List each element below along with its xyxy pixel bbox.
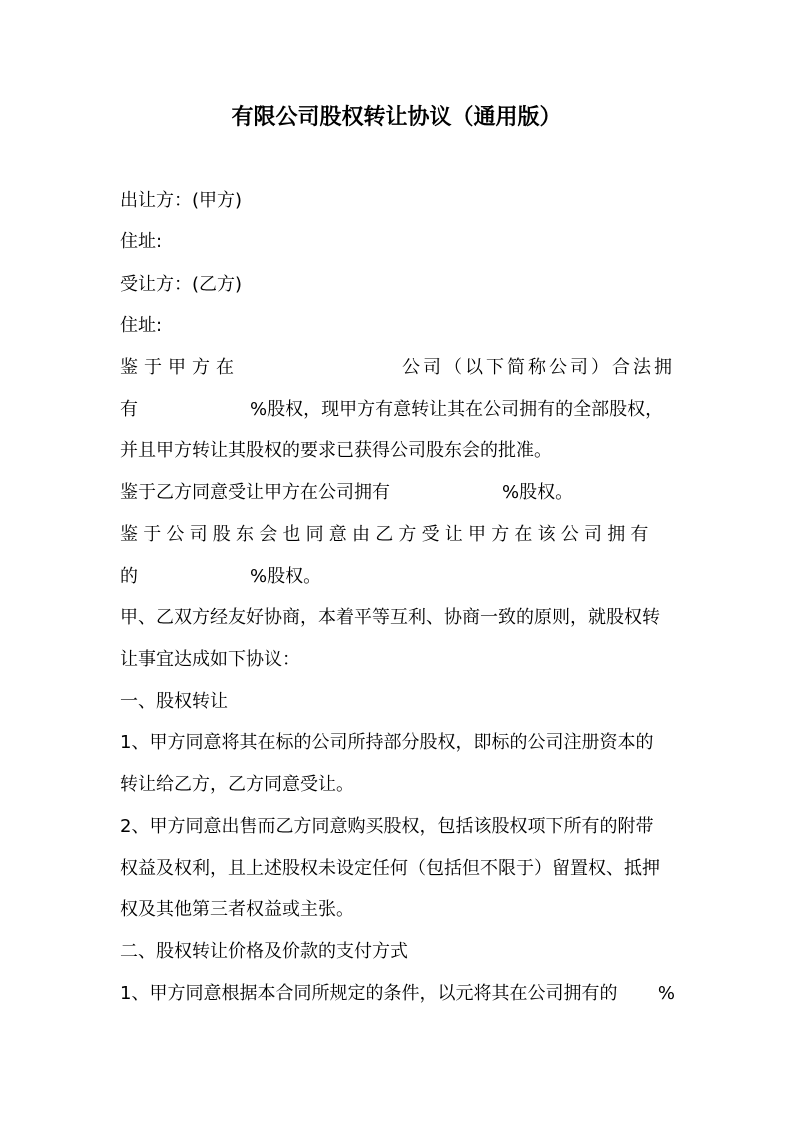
whereas-party-b-text-a: 鉴于乙方同意受让甲方在公司拥有	[120, 482, 390, 503]
clause-2-1-line-1	[120, 973, 675, 1014]
whereas-party-a-text-b: 公司（以下简称公司）合法拥	[402, 357, 675, 378]
section-2-heading: 二、股权转让价格及价款的支付方式	[120, 941, 408, 962]
clause-2-1-text-a: 1、甲方同意根据本合同所规定的条件，以元将其在公司拥有的	[120, 983, 618, 1004]
whereas-shareholders-line-2-a: 的	[120, 566, 138, 587]
clause-1-2-line-3: 权及其他第三者权益或主张。	[120, 899, 354, 920]
clause-1-2-line-2: 权益及权利，且上述股权未设定任何（包括但不限于）留置权、抵押	[120, 858, 660, 879]
whereas-party-a-line-2-a: 有	[120, 399, 138, 420]
preamble-line-2: 让事宜达成如下协议：	[120, 649, 300, 670]
clause-1-1-line-2: 转让给乙方，乙方同意受让。	[120, 774, 354, 795]
transferor-line: 出让方：(甲方)	[120, 190, 243, 211]
whereas-party-a-line-2	[120, 389, 675, 430]
whereas-party-a-line-2-b: %股权，现甲方有意转让其在公司拥有的全部股权，	[250, 399, 664, 420]
transferee-address-line: 住址:	[120, 315, 163, 336]
whereas-party-b-line	[120, 472, 675, 513]
whereas-shareholders-line-2-b: %股权。	[250, 566, 322, 587]
clause-1-1-line-1: 1、甲方同意将其在标的公司所持部分股权，即标的公司注册资本的	[120, 732, 654, 753]
section-1-heading: 一、股权转让	[120, 691, 228, 712]
whereas-party-b-text-b: %股权。	[502, 482, 574, 503]
whereas-shareholders-line-2	[120, 556, 675, 597]
document-title: 有限公司股权转让协议（通用版）	[231, 105, 562, 130]
whereas-party-a-text-a: 鉴于甲方在	[120, 357, 240, 378]
whereas-party-a-line-1	[120, 347, 675, 388]
whereas-party-a-line-3: 并且甲方转让其股权的要求已获得公司股东会的批准。	[120, 440, 552, 461]
preamble-line-1: 甲、乙双方经友好协商，本着平等互利、协商一致的原则，就股权转	[120, 607, 660, 628]
whereas-shareholders-line-1: 鉴于公司股东会也同意由乙方受让甲方在该公司拥有	[120, 524, 654, 545]
clause-1-2-line-1: 2、甲方同意出售而乙方同意购买股权，包括该股权项下所有的附带	[120, 816, 654, 837]
transferee-line: 受让方：(乙方)	[120, 274, 243, 295]
transferor-address-line: 住址:	[120, 231, 163, 252]
clause-2-1-text-b: %	[657, 983, 675, 1004]
